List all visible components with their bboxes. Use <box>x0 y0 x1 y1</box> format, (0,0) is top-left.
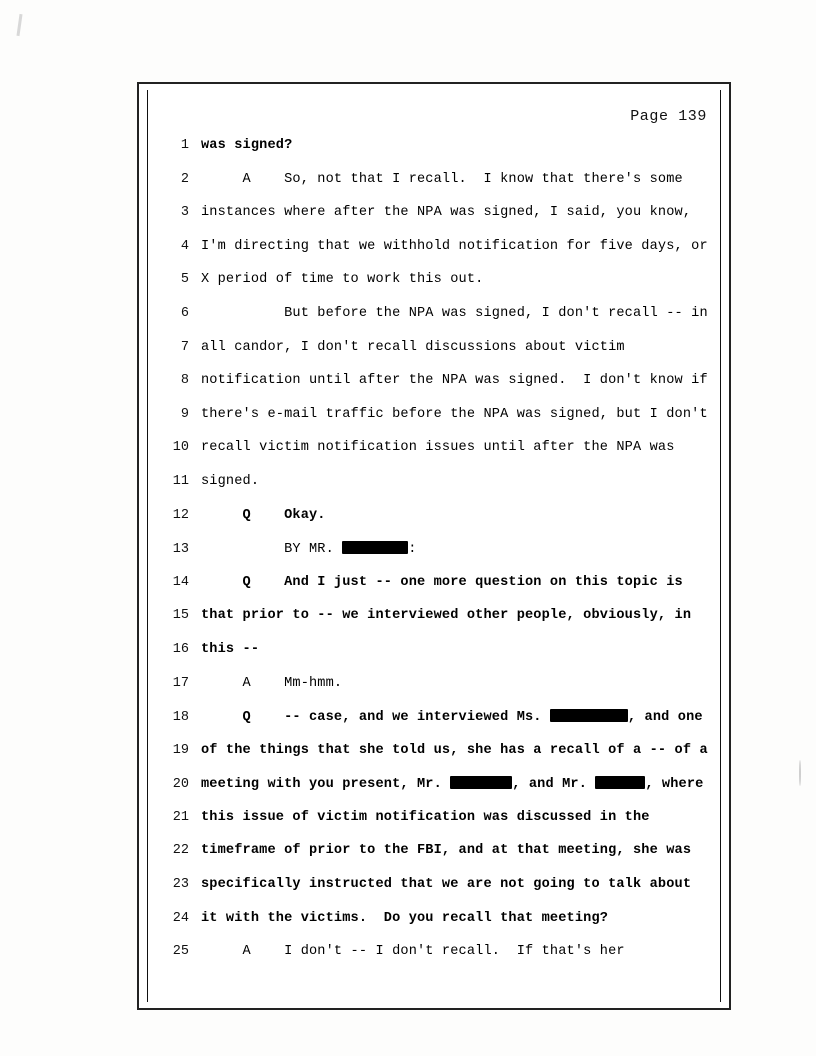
line-number: 23 <box>172 877 189 893</box>
transcript-line <box>139 575 729 609</box>
line-text: BY MR. : <box>201 542 417 558</box>
line-number: 7 <box>180 339 189 355</box>
redaction-bar <box>550 709 628 722</box>
line-number: 16 <box>172 641 189 657</box>
redaction-bar <box>450 776 512 789</box>
line-number: 2 <box>180 171 189 187</box>
line-number: 8 <box>180 373 189 389</box>
transcript-line <box>139 843 729 877</box>
line-text: meeting with you present, Mr. , and Mr. , where <box>201 777 704 793</box>
transcript-line <box>139 709 729 743</box>
scan-speck <box>799 760 801 786</box>
line-text: was signed? <box>201 138 293 153</box>
line-text: that prior to -- we interviewed other people, obviously, in <box>201 608 692 624</box>
line-number: 5 <box>180 272 189 288</box>
line-text: But before the NPA was signed, I don't recall -- in <box>201 305 708 321</box>
line-text: all candor, I don't recall discussions about victim <box>201 339 625 355</box>
line-text: it with the victims. Do you recall that meeting? <box>201 910 609 926</box>
line-text: signed. <box>201 473 260 489</box>
line-text: Q -- case, and we interviewed Ms. , and one <box>201 710 703 726</box>
line-number: 15 <box>172 608 189 624</box>
line-number: 20 <box>172 777 189 793</box>
transcript-line <box>139 743 729 777</box>
line-number: 4 <box>180 238 189 254</box>
line-number: 19 <box>172 742 189 758</box>
line-text: this issue of victim notification was discussed in the <box>201 809 650 825</box>
transcript-line <box>139 138 729 172</box>
transcript-line <box>139 877 729 911</box>
line-number: 9 <box>180 406 189 422</box>
redaction-bar <box>342 541 408 554</box>
line-number: 22 <box>172 843 189 859</box>
line-text: notification until after the NPA was signed. I don't know if <box>201 373 708 389</box>
transcript-line <box>139 239 729 273</box>
transcript-line <box>139 508 729 542</box>
transcript-line <box>139 776 729 810</box>
transcript-line <box>139 306 729 340</box>
transcript-line <box>139 911 729 945</box>
line-number: 3 <box>180 205 189 221</box>
line-text: I'm directing that we withhold notification for five days, or <box>201 238 708 254</box>
line-number: 1 <box>180 138 189 153</box>
redaction-bar <box>595 776 645 789</box>
transcript-line <box>139 272 729 306</box>
scan-artifact-mark <box>16 14 22 36</box>
line-text: A So, not that I recall. I know that there's some <box>201 171 683 187</box>
line-text: A Mm-hmm. <box>201 675 343 691</box>
line-text: Q Okay. <box>201 507 326 523</box>
transcript-line <box>139 810 729 844</box>
transcript-line <box>139 676 729 710</box>
line-number: 24 <box>172 910 189 926</box>
line-text: X period of time to work this out. <box>201 272 484 288</box>
line-number: 14 <box>172 574 189 590</box>
transcript-line <box>139 474 729 508</box>
transcript-line <box>139 608 729 642</box>
line-text: Q And I just -- one more question on this topic is <box>201 574 683 590</box>
line-text: instances where after the NPA was signed, I said, you know, <box>201 205 692 221</box>
line-text: recall victim notification issues until after the NPA was <box>201 440 675 456</box>
page-number: Page 139 <box>630 108 707 125</box>
line-text: there's e-mail traffic before the NPA was signed, but I don't <box>201 406 708 422</box>
line-number: 13 <box>172 542 189 558</box>
transcript-line <box>139 340 729 374</box>
line-text: timeframe of prior to the FBI, and at that meeting, she was <box>201 843 692 859</box>
line-text: this -- <box>201 641 260 657</box>
transcript-page-frame <box>137 82 731 1010</box>
transcript-line <box>139 541 729 575</box>
line-number: 10 <box>172 440 189 456</box>
transcript-line <box>139 642 729 676</box>
transcript-line <box>139 407 729 441</box>
transcript-line <box>139 373 729 407</box>
transcript-line <box>139 440 729 474</box>
line-number: 25 <box>172 944 189 960</box>
line-number: 12 <box>172 507 189 523</box>
line-text: specifically instructed that we are not going to talk about <box>201 877 692 893</box>
line-number: 11 <box>172 473 189 489</box>
line-number: 21 <box>172 809 189 825</box>
line-text: A I don't -- I don't recall. If that's her <box>201 944 625 960</box>
transcript-line <box>139 944 729 978</box>
line-number: 17 <box>172 675 189 691</box>
line-number: 6 <box>180 305 189 321</box>
transcript-line <box>139 172 729 206</box>
line-text: of the things that she told us, she has a recall of a -- of a <box>201 742 708 758</box>
transcript-body <box>139 138 729 1008</box>
transcript-line <box>139 205 729 239</box>
line-number: 18 <box>172 710 189 726</box>
